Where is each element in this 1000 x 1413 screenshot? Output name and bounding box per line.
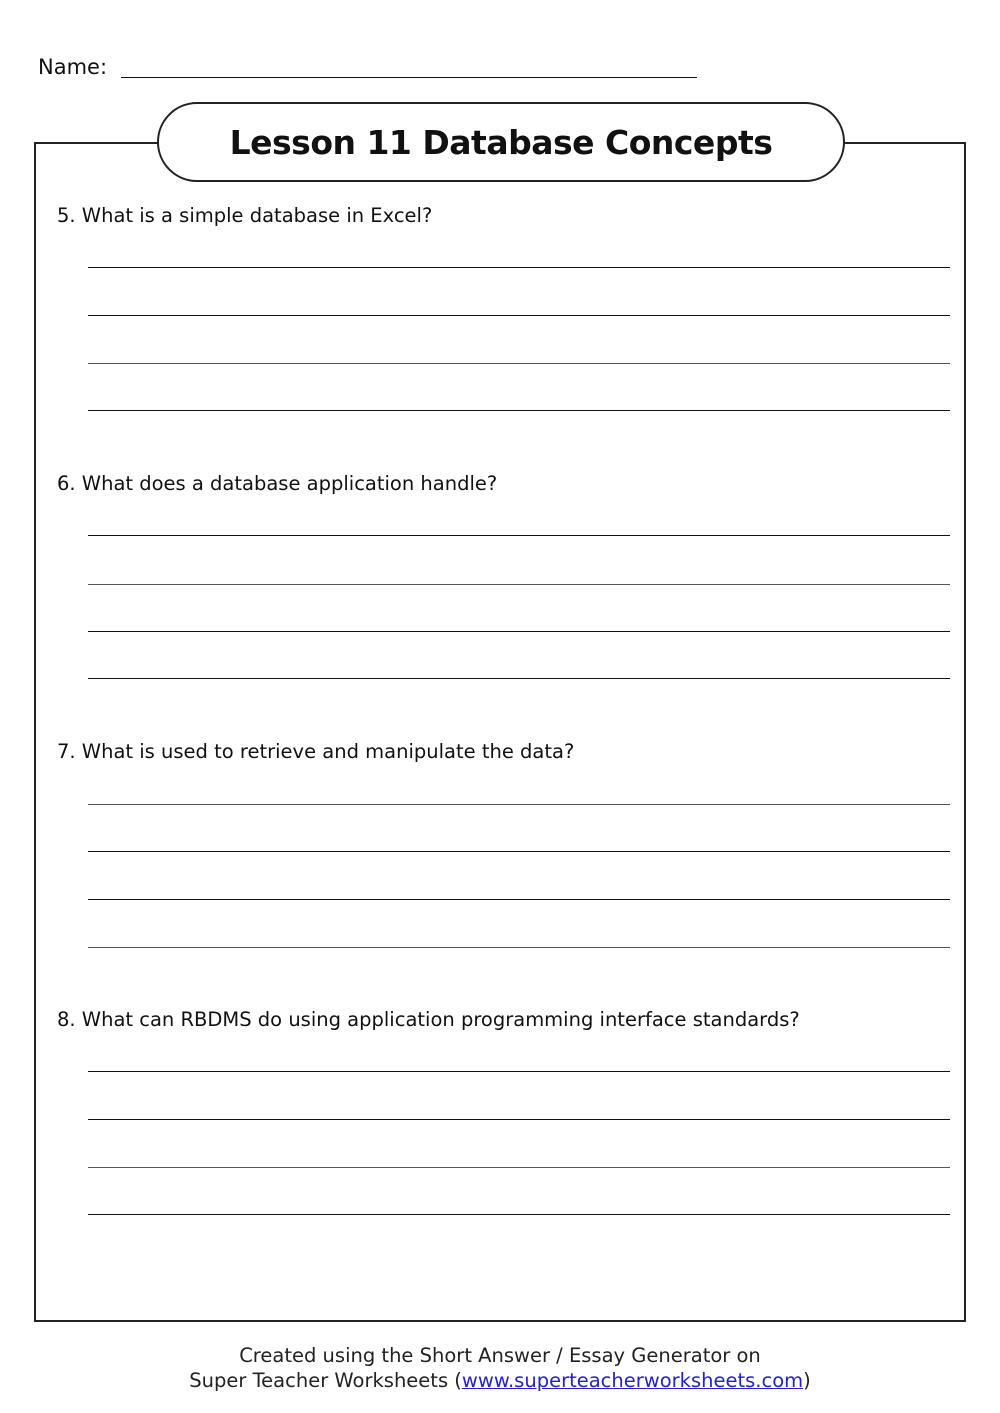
answer-line[interactable] <box>88 678 950 679</box>
answer-line[interactable] <box>88 899 950 900</box>
question-7: 7. What is used to retrieve and manipulate the data? <box>57 740 575 763</box>
title-banner <box>157 102 845 182</box>
answer-line[interactable] <box>88 851 950 852</box>
answer-line[interactable] <box>88 1119 950 1120</box>
answer-line[interactable] <box>88 631 950 632</box>
footer-line-2 <box>0 1368 1000 1393</box>
website-link[interactable]: www.superteacherworksheets.com <box>461 1369 804 1392</box>
answer-line[interactable] <box>88 1214 950 1215</box>
answer-line[interactable] <box>88 1071 950 1072</box>
question-8: 8. What can RBDMS do using application programming interface standards? <box>57 1008 800 1031</box>
answer-line[interactable] <box>88 1167 950 1168</box>
footer-suffix: ) <box>803 1369 811 1392</box>
name-label: Name: <box>38 55 108 79</box>
answer-line[interactable] <box>88 315 950 316</box>
answer-line[interactable] <box>88 947 950 948</box>
question-5: 5. What is a simple database in Excel? <box>57 204 433 227</box>
footer <box>0 1343 1000 1393</box>
answer-line[interactable] <box>88 535 950 536</box>
answer-line[interactable] <box>88 363 950 364</box>
answer-line[interactable] <box>88 410 950 411</box>
name-answer-line[interactable] <box>121 77 697 78</box>
worksheet-frame <box>34 142 966 1322</box>
question-6: 6. What does a database application handle? <box>57 472 498 495</box>
footer-prefix: Super Teacher Worksheets ( <box>189 1369 462 1392</box>
page-title: Lesson 11 Database Concepts <box>229 122 773 162</box>
answer-line[interactable] <box>88 804 950 805</box>
footer-line-1: Created using the Short Answer / Essay Generator on <box>239 1344 761 1367</box>
answer-line[interactable] <box>88 267 950 268</box>
answer-line[interactable] <box>88 584 950 585</box>
